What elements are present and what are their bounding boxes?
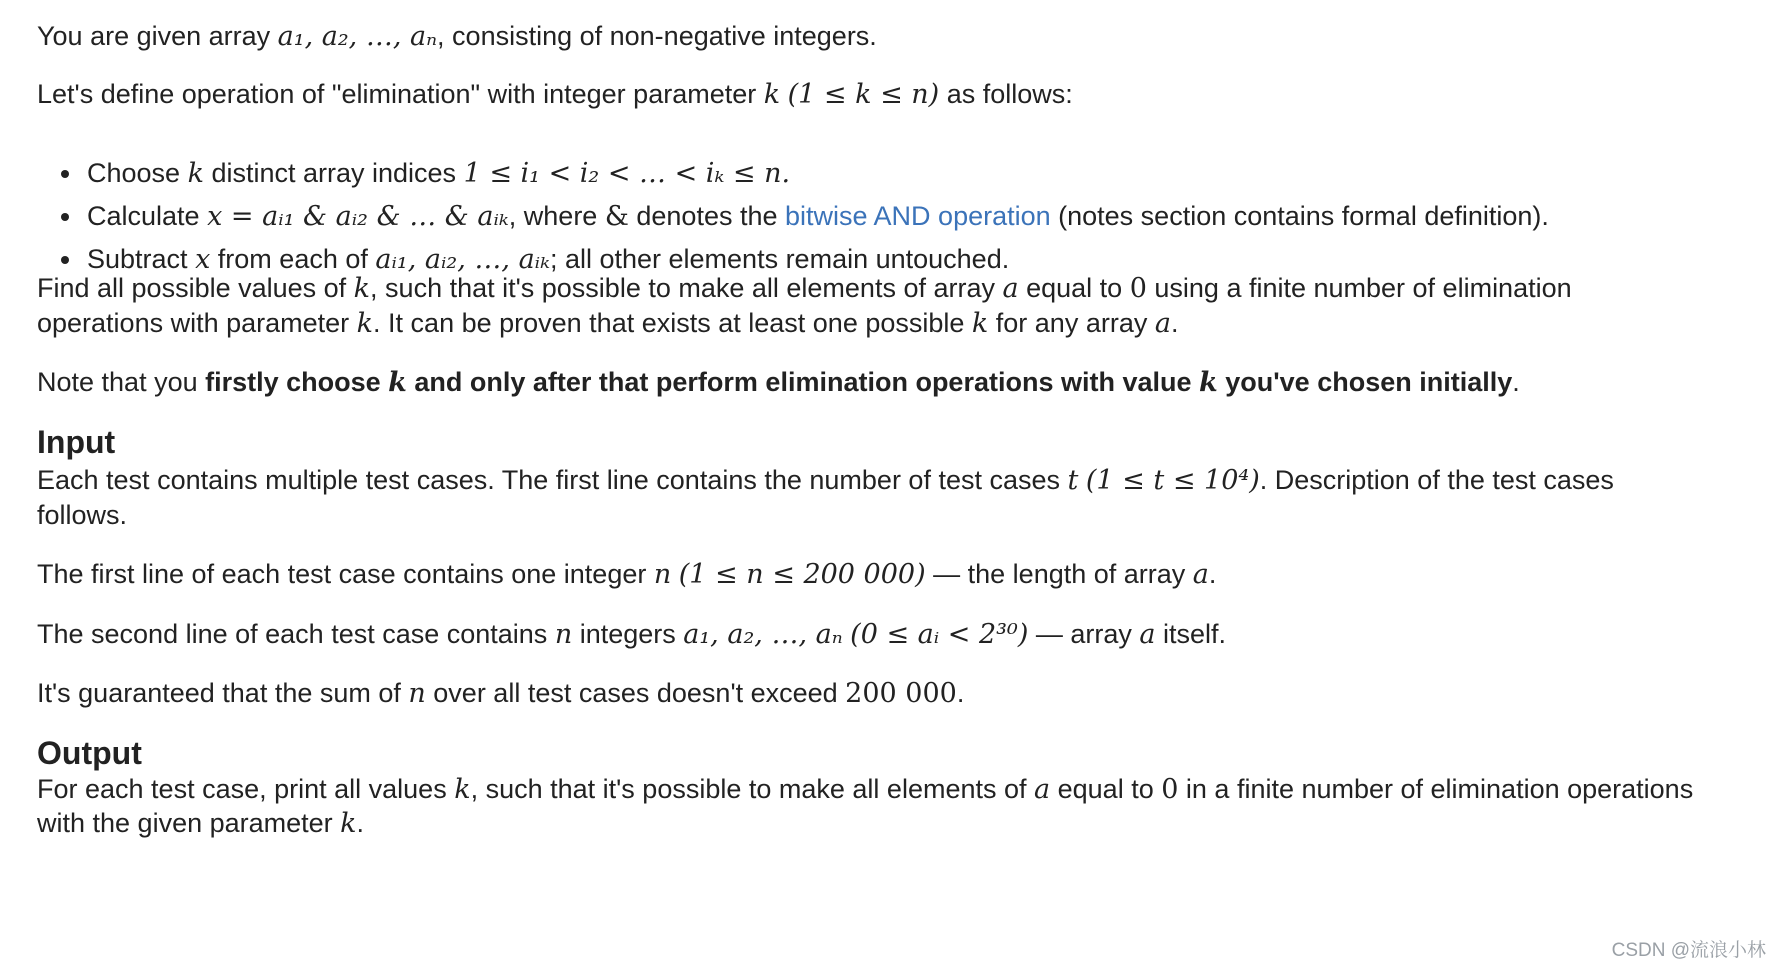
math-array-elements: a₁, a₂, …, aₙ xyxy=(683,619,843,650)
math-k-range: (1 ≤ k ≤ n) xyxy=(787,79,940,110)
operation-steps-list xyxy=(37,152,1549,281)
input-heading: Input xyxy=(37,424,116,460)
math-t-range: (1 ≤ t ≤ 10⁴) xyxy=(1085,465,1260,496)
list-item: Choose k distinct array indices 1 ≤ i₁ < i₂ < … < iₖ ≤ n. xyxy=(37,152,1549,195)
math-and-expression: x = aᵢ₁ & aᵢ₂ & … & aᵢₖ xyxy=(207,201,509,232)
find-line-1: Find all possible values of k, such that it's possible to make all elements of array a equal to 0 using a finite number of elimination xyxy=(37,273,1572,304)
bullet-icon xyxy=(61,213,69,221)
output-line-2: with the given parameter k. xyxy=(37,808,365,839)
input-line-3: The first line of each test case contains one integer n (1 ≤ n ≤ 200 000) — the length of array a. xyxy=(37,559,1217,590)
math-n-range: (1 ≤ n ≤ 200 000) xyxy=(678,559,926,590)
intro-line-1: You are given array a₁, a₂, …, aₙ, consisting of non-negative integers. xyxy=(37,21,877,52)
intro-line-2: Let's define operation of "elimination" with integer parameter k (1 ≤ k ≤ n) as follows: xyxy=(37,79,1073,110)
output-line-1: For each test case, print all values k, such that it's possible to make all elements of a equal to 0 in a finite number of elimination operations xyxy=(37,774,1694,805)
input-line-4: The second line of each test case contains n integers a₁, a₂, …, aₙ (0 ≤ aᵢ < 2³⁰) — array a itself. xyxy=(37,619,1227,650)
math-array: a₁, a₂, …, aₙ xyxy=(277,21,438,52)
math-selected-elements: aᵢ₁, aᵢ₂, …, aᵢₖ xyxy=(375,244,550,275)
output-heading: Output xyxy=(37,735,142,771)
bullet-icon xyxy=(61,170,69,178)
input-line-5: It's guaranteed that the sum of n over all test cases doesn't exceed 200 000. xyxy=(37,678,965,709)
list-item: Subtract x from each of aᵢ₁, aᵢ₂, …, aᵢₖ; all other elements remain untouched. xyxy=(37,238,1549,281)
watermark: CSDN @流浪小林 xyxy=(1611,940,1766,961)
input-line-2: follows. xyxy=(37,500,128,530)
list-item: Calculate x = aᵢ₁ & aᵢ₂ & … & aᵢₖ, where & denotes the bitwise AND operation (notes section contains formal definition). xyxy=(37,195,1549,238)
bitwise-and-link[interactable]: bitwise AND operation xyxy=(785,201,1051,231)
input-line-1: Each test contains multiple test cases. The first line contains the number of test cases t (1 ≤ t ≤ 10⁴). Description of the test cases xyxy=(37,465,1614,496)
math-element-range: (0 ≤ aᵢ < 2³⁰) xyxy=(850,619,1029,650)
bullet-icon xyxy=(61,256,69,264)
note-line: Note that you firstly choose k and only after that perform elimination operations with value k you've chosen initially. xyxy=(37,367,1520,398)
math-indices: 1 ≤ i₁ < i₂ < … < iₖ ≤ n. xyxy=(463,158,791,189)
find-line-2: operations with parameter k. It can be proven that exists at least one possible k for any array a. xyxy=(37,308,1179,339)
